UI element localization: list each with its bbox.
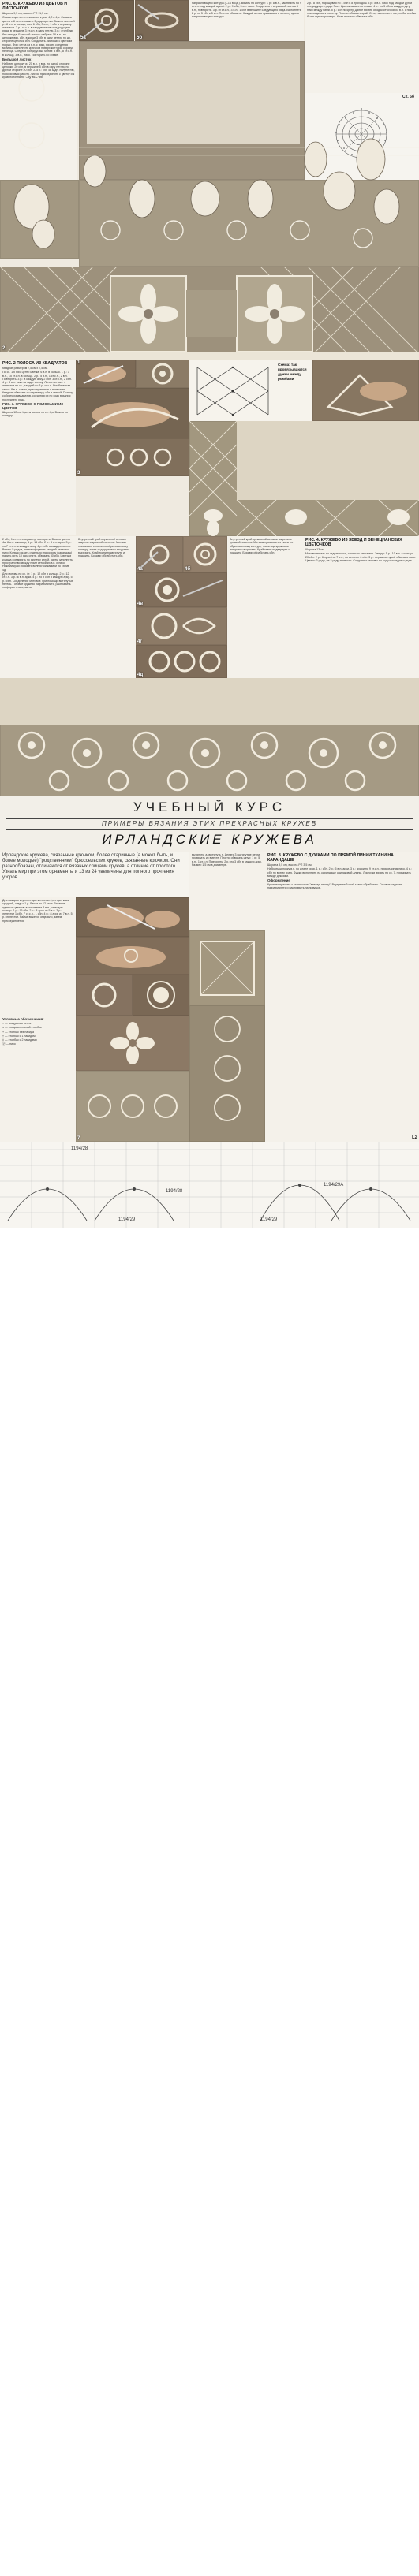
legend-item-2: + — столбик без накида [2, 1030, 34, 1034]
section-10-title: РИС. 8. КРУЖЕВО С ДУЖКАМИ ПО ПРЯМОЙ ЛИНИИ ТКАНИ НА КАРАНДАШЕ [267, 853, 394, 863]
chart-label-b: 1194/29 [118, 1217, 136, 1222]
section-4-body2: Ширина 12 см. Цветы вязать по сх. 4,а. Вязать по контуру. [2, 410, 68, 418]
photo-squares-band [0, 267, 419, 360]
section-5-body: 2 сбн, 1 ст.с.н. в вершину, повторить. Вязать цветок 4а: 8 в.п. в кольцо, 1 р.: 16 сбн. 2 р.: 5 в.п. арки. 3 р.: по 7 ст.с.н. в каждую арку. 4 р.: сбн в каждую петлю. Вязать 5 рядов, затем оформить каждый лепесток пико. Кольцо вязать отдельно: на основу (карандаш) навить нить 10 раз, снять, обвязать 30 сбн. Цветы и кольца соединять по рисунку иглой, затем заполнять пространство между ними сеткой из в.п. и пико. Нижний край обвязать волнистой каймой по схеме 4д. [2, 538, 73, 572]
hands-hook-icon [76, 897, 189, 937]
circle-lace-graphic [0, 678, 419, 796]
grid-chart-graphic [0, 1142, 419, 1228]
hook-icon-4c [136, 572, 227, 607]
hook-icon-4e [136, 645, 227, 678]
chart-label-d: 1194/29A [324, 1183, 344, 1187]
photo-4c [136, 572, 227, 607]
hook-icon-4a [136, 536, 183, 572]
side-note-text: Схема: так провязываются дужки между ромбами [278, 363, 307, 381]
photo-step-6 [76, 1071, 189, 1142]
section-2-body: направляющего контура (I–16 вход.). Вязать по контуру: 1 р.: 8 в.п., заключить по 9 ст.с.н. над каждой аркой. 2 р.: 9 сбн, 3 в.п. пико. Соединить с вершиной листка 4 в.п., повторить. 3 р.: 9 ст.с.н., 3 в.п., 1 сбн в вершину следующего ряда. Выполнить 2 р. по 5 сбн и 5 в.п. Плотно обвязать. Каждый мотив пришивать к полотну вдоль направляющего контура. [192, 2, 302, 19]
label-4a: 4а [137, 567, 143, 572]
label-5a: 5а [80, 35, 86, 40]
section-1-sub: Большой листок [2, 57, 32, 62]
section-4-body: По сх. 1,б вяз. центр цветка: 6 в.п. в кольцо. 1 р.: 3 в.п., 15 ст.с.н. в кольцо. 2 р.: 5 в.п., 1 ст.с.н., 2 в.п. Повторять. 3 р.: в каждую арку 2 сбн, 3 ст.с.н., 2 сбн. 4 р.: 4 в.п. пико за задн. стенку. Лепестки: вяз. 4 лепестка по сх., каждый по 3 р. ст.с.н. Ромбическая сетка: 8 в.п. с пико, присоединение к лепесткам. Квадрат обвязать по периметру сбн и сеткой. Полосу собрать из квадратов, соединяя их по ходу вязания последнего ряда. [2, 371, 73, 401]
section-7-text [303, 536, 419, 678]
page-remainder [0, 1228, 419, 2576]
photo-4d [136, 607, 227, 645]
label-4e: 4д [137, 673, 144, 677]
finished-lace-icon [76, 1071, 189, 1142]
hands-loop-icon [76, 937, 189, 975]
legend-item-4: ‡ — столбик с 2 накидами [2, 1038, 37, 1042]
diamond-mesh-diagram [189, 360, 276, 421]
hand-rings-icon [76, 438, 189, 476]
section-7-body: Мотивы вязать по отдельности, согласно описанию. Звезда: 1 р.: 10 в.п. в кольцо, 20 сбн. 2 р.: 6 лучей из 7 в.п., по цепочке 6 сбн. 3 р.: вершины лучей обвязать пико. Цветок: 3 ряда, на 2 ряду лепестки. Соединять мотивы по ходу последнего ряда. [305, 552, 416, 562]
label-4c: 4в [137, 602, 144, 606]
intro-body: Ирландские кружева, связанные крючком, более старинные (а может быть, и более молодые) "родственники" брюссельских кружев, связанные крючком. Они разнообразны, отличаются от вязаных спицами кружев, а отличие от простого... Узнать мир при этом орнаменты и 13 из 24 увеличены для полного прочтения узоров. [2, 853, 180, 880]
page-mark [412, 1135, 417, 1140]
legend-item-3: † — столбик с 1 накидом [2, 1034, 36, 1038]
section-4-text [0, 360, 76, 535]
section-1-size: Ширина 9,5 см; высота РП 11,5 см. [2, 12, 49, 15]
legend-title: Условные обозначения: [2, 1017, 44, 1021]
section-3-body: 2 р.: 8 сбн, наращивая по 1 сбн в 8 проходом. 3 р.: 8 в.п. пико над каждой дугой предыдущего ряда. Рост. Цветок вязать по схеме. 4 р.: по 5 сбн в каждую дугу, пико между ними. 5 р.: сбн по кругу. Далее вязать ободок сеточкой из в.п. с пико, присоединяя к полотну. Плотно обвязать край. Сетку выполнить так, чтобы ячейки были одного размера. Края полотна обвязать сбн. [307, 2, 417, 19]
label-fig-3: 3 [77, 471, 80, 475]
photo-step-2 [76, 937, 189, 975]
page-mark-text: L2 [411, 1135, 417, 1140]
photo-flower-1b [136, 360, 189, 388]
banner-rule-top [6, 818, 413, 819]
side-note [276, 360, 312, 421]
photo-step-1 [76, 897, 189, 937]
section-10-body: Набрать цепочку в.п. по длине края. 1 р.: сбн. 2 р.: 5 в.п. арки. 3 р.: дужки по 9 ст.с.н., присоединяя пико. 4 р.: сбн по всему краю. Дужки выполнять на карандаше одинаковой длины. Листочки вязать по сх. 7, пришивать между дужками. [267, 867, 412, 878]
hand-crochet-icon [76, 360, 136, 388]
crochet-hook-photo-5a [79, 0, 134, 41]
chart-label-c: 1194/28 [166, 1189, 183, 1194]
label-5b: 5б [137, 35, 143, 40]
lace-leaves-graphic [0, 41, 419, 270]
banner-title: УЧЕБНЫЙ КУРС [133, 800, 286, 815]
section-10-sub: Оформление [267, 878, 290, 883]
section-8-text [0, 897, 76, 1016]
photo-hand-1c [76, 388, 189, 438]
diamond-scheme [189, 360, 276, 421]
photo-lace-strip [189, 1005, 265, 1142]
photo-step-4 [133, 975, 189, 1016]
section-1-title: РИС. 6. КРУЖЕВО ИЗ ЦВЕТОВ И ЛИСТОЧКОВ [2, 2, 68, 11]
section-7-size: Ширина 13 см. [305, 548, 325, 551]
section-9-text [189, 852, 265, 930]
diamond-hand-icon [312, 360, 419, 421]
intro-text [0, 852, 189, 897]
corner-lace-graphic [189, 421, 419, 536]
section-9-body: вытянуть, а, вытянуть п. Делать 3 вытянутые петли, провязать их вместе. Плотно обвязать шнур: 1 р.: 5 в.п., 1 ст.с.н. Повторить. 2 р.: по 3 сбн в каждую арку. Размер 1,5 см в диаметре. [192, 853, 262, 867]
photo-lace-square [189, 930, 265, 1005]
photo-circle-lace [0, 678, 419, 796]
square-lace-icon [189, 930, 265, 1005]
photo-corner-lace [189, 421, 419, 536]
flower-motif-icon [136, 360, 189, 388]
hand-lace-icon [76, 388, 189, 438]
label-6b: Сх. 6б [402, 95, 414, 99]
legend-item-5: ⓟ — пико [2, 1042, 16, 1046]
label-4b: 4б [185, 567, 191, 572]
section-7-title: РИС. 4. КРУЖЕВО ИЗ ЗВЕЗД И ВЕНЕЦИАНСКИХ ЦВЕТОЧКОВ [305, 538, 402, 547]
legend-item-0: ○ — воздушная петля [2, 1022, 32, 1025]
section-10-size: Ширина 9,5 см, высота РП 3,5 см. [267, 863, 312, 867]
photo-5a [79, 0, 134, 41]
section-4-size: Квадрат размером 7,5 см х 7,5 см. [2, 367, 48, 370]
chart-label-e: 1194/29 [260, 1217, 278, 1222]
flower-motif-large-icon [76, 1016, 189, 1071]
section-4-sub: РИС. 3. КРУЖЕВО С ПОЛОСАМИ ИЗ ЦВЕТОВ [2, 401, 63, 410]
photo-hand-1d [76, 438, 189, 476]
legend-item-1: ● — соединительный столбик [2, 1026, 42, 1030]
label-4d: 4г [137, 639, 142, 644]
section-4-title: РИС. 2 ПОЛОСА ИЗ КВАДРАТОВ [2, 361, 68, 366]
squares-band-graphic [0, 267, 419, 360]
photo-4b [183, 536, 227, 572]
banner-heading: ИРЛАНДСКИЕ КРУЖЕВА [102, 832, 317, 847]
label-fig-2: 2 [2, 346, 6, 351]
section-5-body2: Для мотива по сх. 4г: 1 р.: 12 сбн в кольцо. 2 р.: 12 ст.с.н. 3 р.: 6 в.п. арки. 4 р.: по 9 сбн в каждую арку. 5 р.: сбн. Соединение мотивов: при помощи вытянутых петель. Готовое кружево накрахмалить, расправить по форме и высушить. [2, 572, 73, 590]
photo-diamond-hand [312, 360, 419, 421]
label-fig-7: 7 [77, 1136, 80, 1141]
label-fig-1: 1 [77, 360, 80, 365]
section-1-body: Связать цветы по описанию к рис. 4,б и 4,в. Связать цветы с 8 лепестками и 2 ряда цветка. Вязать листок 1 р.: 8 в.п. в кольцо, вяз. 6 сбн, 3 в.п., 1 сбн в вершину листочка. 2 р.: ст.с.н. в каждую петлю предыдущего ряда, в вершине 3 ст.с.н. в одну петлю. 3 р.: столбики без накида. Большой листок: набрать 18 в.п., по цепочке вяз. сбн, в конце 3 сбн в одну петлю, по др. стороне цепочки сбн. Соединить листочки с цветами по рис. Фон: сетка из в.п. с пико, вязать соединяя мотивы. Выполнить крючком поверх контура, образуя переход. Средний полукруглый мотив: 3 в.п., 8 ст.с.н., в кольцо, 3 в.п., пико. Повторить по схеме. [2, 16, 75, 57]
section-6-body: Внутренний край кружевной вставки закрепить кромкой полотна. Мотивы пришивать к ткани по обрисованному контуру, ткань под кружевом аккуратно вырезать. Край ткани подвернуть и подшить. Бордюр обработать сбн. [230, 538, 294, 555]
section-10-body2: Кружево пришить к ткани швом "вперед иголку". Внутренний край ткани обработать. Готовое изделие накрахмалить и расправить на подушке. [267, 883, 402, 890]
motif-icon-3 [76, 975, 133, 1016]
section-8-body: Для каждого крупного цветка схема 4,а с цветками средний, шнур с 1 р. Вести по 12 стол. Вязание крупных цветков: в основании 8 в.п., замкнуть кольцо. 1 р.: 16 сбн. 2 р.: 8 арок из 5 в.п. 3 р.: лепестки 1 сбн, 7 ст.с.н., 1 сбн. 4 р.: 8 арок из 7 в.п. 5 р.: лепестки. Кайма вяжется отдельно, затем присоединяется. [2, 899, 73, 923]
banner-subtitle: ПРИМЕРЫ ВЯЗАНИЯ ЭТИХ ПРЕКРАСНЫХ КРУЖЕВ [101, 820, 318, 827]
lace-strip-icon [189, 1005, 265, 1142]
motif-icon-4 [133, 975, 189, 1016]
chart-label-a: 1194/28 [71, 1146, 88, 1151]
photo-hand-1a [76, 360, 136, 388]
photo-step-5 [76, 1016, 189, 1071]
section-5-continuation: Внутренний край кружевной вставки закрепить кромкой полотна. Мотивы пришивать к ткани по обрисованному контуру, ткань под кружевом аккуратно вырезать. Край ткани подвернуть и подшить. Бордюр обработать сбн. [78, 538, 130, 558]
crochet-hook-photo-5b [135, 0, 189, 41]
section-10-text [265, 852, 419, 1142]
banner-rule-bottom [6, 829, 413, 830]
section-6-text [227, 536, 303, 678]
photo-4e [136, 645, 227, 678]
banner-area [0, 796, 419, 852]
photo-step-3 [76, 975, 133, 1016]
legend-box [0, 1016, 76, 1142]
bottom-charts [0, 1142, 419, 1228]
section-1-body2: Набрать цепочку из 21 в.п. и вяз. по одной стороне цепочки: 20 сбн, в вершине 5 сбн в одну петлю, по другой стороне 20 сбн. 2–5 р.: сбн за задн. полупетлю, поворачивая работу. Листок присоединить к цветку и к краю полотна по ходу вязания. [2, 62, 75, 80]
photo-5b [135, 0, 189, 41]
photo-4a [136, 536, 183, 572]
hook-icon-4d [136, 607, 227, 645]
